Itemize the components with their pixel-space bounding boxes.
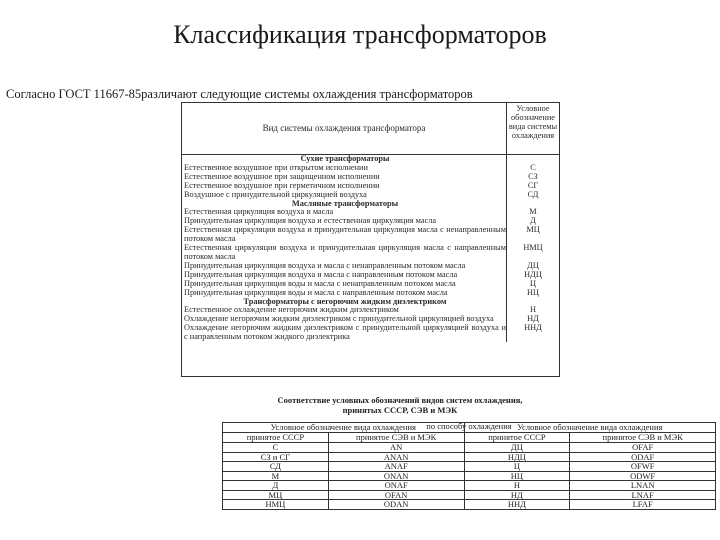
designation-cell: ДЦ [506, 262, 559, 271]
cmea-iec-code-cell: LNAN [570, 481, 716, 491]
cmea-iec-code-cell: OFWF [570, 462, 716, 472]
header-cooling-type: Вид системы охлаждения трансформатора [262, 123, 426, 134]
slide-title-line2: по способу охлаждения [426, 421, 512, 431]
table-row [182, 262, 559, 271]
cmea-iec-code-cell: LFAF [570, 500, 716, 510]
ussr-code-cell: СД [223, 462, 329, 472]
ussr-code-cell: НЦ [464, 471, 570, 481]
cmea-iec-code-cell: OFAN [328, 490, 464, 500]
cmea-iec-code-cell: ANAF [328, 462, 464, 472]
correspondence-title-line2: принятых СССР, СЭВ и МЭК [342, 405, 458, 415]
section-title: Сухие трансформаторы [300, 155, 390, 163]
designation-cell: МЦ [506, 226, 559, 244]
designation-cell: СЗ [506, 173, 559, 182]
section-row [182, 200, 559, 209]
cooling-type-cell: Естественная циркуляция воздуха и масла [184, 208, 334, 217]
ussr-code-cell: НМЦ [223, 500, 329, 510]
table-row [182, 324, 559, 342]
cmea-iec-code-cell: ANAN [328, 452, 464, 462]
section-title: Трансформаторы с негорючим жидким диэлектриком [243, 297, 447, 306]
cooling-type-cell: Естественная циркуляция воздуха и принудительная циркуляция масла с ненаправленным потоком масла [184, 226, 506, 244]
table-row [182, 173, 559, 182]
table-row [223, 481, 716, 491]
designation-cell: СД [506, 191, 559, 200]
table-row [223, 500, 716, 510]
ussr-code-cell: М [223, 471, 329, 481]
cooling-type-cell: Принудительная циркуляция воды и масла с направленным потоком масла [184, 288, 448, 297]
table-row [182, 226, 559, 244]
table-row [182, 280, 559, 289]
section-row [182, 155, 559, 164]
table-row [182, 289, 559, 298]
table-row [182, 191, 559, 200]
cooling-type-cell: Естественное воздушное при защищенном исполнении [184, 172, 380, 181]
correspondence-table-title [220, 395, 580, 415]
table-row [182, 244, 559, 262]
group-header-left: Условное обозначение вида охлаждения [223, 423, 465, 433]
section-title: Масляные трансформаторы [291, 199, 399, 208]
table-row [182, 164, 559, 173]
cooling-type-cell: Принудительная циркуляция воздуха и масла с ненаправленным потоком масла [184, 261, 466, 270]
designation-cell: Ц [506, 280, 559, 289]
col-header-cmea-iec: принятое СЭВ и МЭК [328, 433, 464, 443]
cooling-systems-table [181, 102, 560, 377]
table-row [182, 306, 559, 315]
section-row [182, 298, 559, 307]
correspondence-title-line1: Соответствие условных обозначений видов систем охлаждения, [277, 395, 523, 405]
cmea-iec-code-cell: LNAF [570, 490, 716, 500]
table-header [182, 103, 559, 155]
correspondence-table [222, 422, 716, 510]
cooling-type-cell: Воздушное с принудительной циркуляцией воздуха [184, 190, 367, 199]
table-row [182, 182, 559, 191]
ussr-code-cell: ННД [464, 500, 570, 510]
cmea-iec-code-cell: ODAF [570, 452, 716, 462]
designation-cell: ННД [506, 324, 559, 342]
table-row [223, 433, 716, 443]
slide-subtitle: Согласно ГОСТ 11667-85различают следующие системы охлаждения трансформаторов [6, 87, 473, 101]
table-row [182, 217, 559, 226]
designation-cell: М [506, 208, 559, 217]
designation-cell: НЦ [506, 289, 559, 298]
designation-cell: НМЦ [506, 244, 559, 262]
cooling-type-cell: Принудительная циркуляция воздуха и естественная циркуляция масла [184, 217, 437, 226]
cmea-iec-code-cell: ONAF [328, 481, 464, 491]
designation-cell: Н [506, 306, 559, 315]
cooling-type-cell: Охлаждение негорючим жидким диэлектриком с принудительной циркуляцией воздуха и с направленным потоком жидкого диэлектрика [184, 324, 506, 342]
cmea-iec-code-cell: OFAF [570, 443, 716, 453]
table-row [182, 315, 559, 324]
table-body [182, 155, 559, 342]
table-row [223, 462, 716, 472]
cooling-type-cell: Естественное воздушное при открытом исполнении [184, 163, 368, 172]
col-header-ussr: принятое СССР [464, 433, 570, 443]
cmea-iec-code-cell: ODAN [328, 500, 464, 510]
ussr-code-cell: С [223, 443, 329, 453]
cooling-type-cell: Принудительная циркуляция воздуха и масла с направленным потоком масла [184, 270, 458, 279]
ussr-code-cell: Д [223, 481, 329, 491]
ussr-code-cell: МЦ [223, 490, 329, 500]
designation-cell: НДЦ [506, 271, 559, 280]
ussr-code-cell: СЗ и СГ [223, 452, 329, 462]
group-header-right: Условное обозначение вида охлаждения [464, 423, 716, 433]
table-row [182, 208, 559, 217]
cooling-type-cell: Охлаждение негорючим жидким диэлектриком с принудительной циркуляцией воздуха [184, 315, 494, 324]
table-row [182, 271, 559, 280]
ussr-code-cell: ДЦ [464, 443, 570, 453]
table-row [223, 443, 716, 453]
cooling-type-cell: Естественное охлаждение негорючим жидким диэлектриком [184, 306, 399, 315]
designation-cell: Д [506, 217, 559, 226]
ussr-code-cell: Н [464, 481, 570, 491]
cmea-iec-code-cell: AN [328, 443, 464, 453]
ussr-code-cell: НД [464, 490, 570, 500]
col-header-ussr: принятое СССР [223, 433, 329, 443]
table-row [223, 423, 716, 433]
cmea-iec-code-cell: ONAN [328, 471, 464, 481]
designation-cell: НД [506, 315, 559, 324]
cooling-type-cell: Принудительная циркуляция воды и масла с ненаправленным потоком масла [184, 279, 456, 288]
col-header-cmea-iec: принятое СЭВ и МЭК [570, 433, 716, 443]
header-designation: Условное обозначение вида системы охлаждения [506, 103, 559, 154]
designation-cell: СГ [506, 182, 559, 191]
cooling-type-cell: Естественное воздушное при герметичном исполнении [184, 181, 380, 190]
cmea-iec-code-cell: ODWF [570, 471, 716, 481]
cooling-type-cell: Естественная циркуляция воздуха и принудительная циркуляция масла с направленным потоком масла [184, 244, 506, 261]
ussr-code-cell: НДЦ [464, 452, 570, 462]
slide-title-line1: Классификация трансформаторов [173, 20, 547, 49]
ussr-code-cell: Ц [464, 462, 570, 472]
designation-cell: С [506, 164, 559, 173]
